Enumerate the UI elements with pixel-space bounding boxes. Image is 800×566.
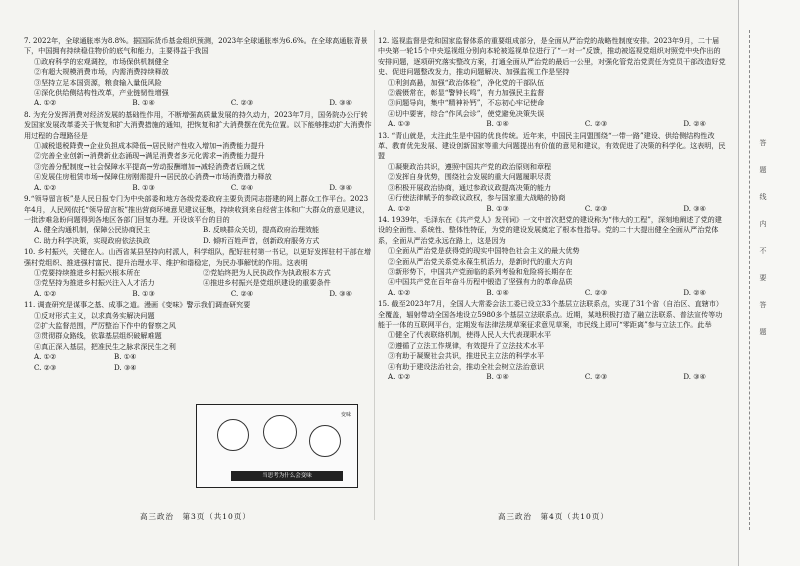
statement: ②扩大监督范围，严厉整治下作中的督察之风 — [34, 320, 176, 330]
statement: ②震慑常在，彰显“警钟长鸣”，有力加强民主监督 — [388, 88, 545, 98]
question-10 — [24, 247, 372, 299]
statement: ④深化供给侧结构性改革，产业链韧性增强 — [34, 88, 169, 98]
option-c: C. ②③ — [584, 372, 608, 381]
option-a: A. ①② — [34, 182, 57, 192]
question-13 — [378, 131, 726, 214]
option-d: D. ③④ — [683, 203, 706, 213]
statement: ②有超大规模消费市场，内需消费持续释放 — [34, 67, 169, 77]
statement-grid — [24, 268, 372, 289]
statement: ②完善全业创新→消费新业态涌现→满足消费者多元化需求→消费能力提升 — [34, 151, 265, 161]
question-stem: 9.“领导留言板”是人民日报专门为中央部委和地方各级党委政府主要负责同志搭建的网上群众工作平台。2023年4月，人民网依托“领导留言板”推出营商环境意见建议征集，持续收到来自经营主体和广大群众的意见建议，一批涉难急盼问题得到各地区各部门回复办理。开设该平台的目的 — [24, 194, 370, 224]
option-c: C. ②④ — [230, 288, 254, 298]
option-d: D. ③④ — [329, 98, 352, 108]
question-stem: 13. “青山就是，太注此生是中国的优良传统。近年来，中国民主同盟围绕“一带一路”建设、供给侧结构性改革、教育优先发展、建设创新国家等重大问题提出有价值的意见和建议，有效促进了决策的科学化。这表明，民盟 — [378, 130, 726, 161]
option-a: A. ①② — [388, 372, 411, 381]
statement: ③党坚持为推进乡村振兴注入人才活力 — [34, 278, 155, 288]
option-a: A. ①③ — [388, 119, 411, 129]
statement: ④有助于建设法治社会，推动全社会树立法治意识 — [388, 361, 545, 371]
statement: ①减税退税降费→企业负担成本降低→居民财产性收入增加→消费能力提升 — [34, 141, 265, 151]
right-page-footer: 高三政治 第4页（共10页） — [498, 512, 609, 521]
question-stem: 7. 2022年，全球通胀率为8.8%。据国际货币基金组织预测，2023年全球通胀率为6.6%。在全球高通胀背景下，中国拥有持续稳住物价的底气和能力，主要得益于我国 — [24, 36, 368, 56]
question-8 — [24, 110, 372, 193]
answer-options — [378, 204, 726, 214]
statement: ③新形势下，中国共产党面临的系列考验和危险将长期存在 — [388, 266, 573, 276]
option-c: C. ②③ — [34, 362, 57, 372]
statement: ④发展住房租赁市场→保障住房刚需提升→居民放心消费→市场消费潜力释放 — [34, 172, 272, 182]
question-stem: 14. 1939年，毛泽东在《共产党人》发刊词》一文中首次把党的建设称为“伟大的工程”，深刻地阐述了党的建设的全面性、系统性、整体性特征，为党的建设发展奠定了根本性指导。党的二十大提出健全全面从严治党体系，全面从严治党永远在路上，这是因为 — [378, 214, 722, 245]
question-14 — [378, 215, 726, 298]
statement: ①健全了代表联络机制，使得人民人大代表现职水平 — [388, 330, 552, 340]
answer-options — [378, 372, 726, 382]
statement: ④切中要害，综合“作风会诊”，使党避免决策失误 — [388, 108, 545, 118]
option-b: B. ①④ — [114, 352, 137, 362]
right-page — [378, 36, 726, 383]
statement: ①政府科学的宏观调控，市场保供机制健全 — [34, 56, 169, 66]
option-d: D. ②④ — [683, 119, 706, 129]
cartoon-illustration — [196, 404, 358, 488]
statement: ①反对形式主义，以求真务实解决问题 — [34, 310, 155, 320]
statement: ②发挥自身优势，围绕社会发展的重大问题履职尽责 — [388, 172, 552, 182]
option-a: A. 健全沟通机制，保障公民协商民主 — [34, 225, 151, 235]
option-d: D. ③④ — [329, 288, 352, 298]
option-b: B. ①④ — [486, 119, 509, 129]
option-b: B. ①③ — [486, 203, 509, 213]
left-page-footer: 高三政治 第3页（共10页） — [140, 512, 251, 521]
option-b: B. 反映群众关切，提高政府治理效能 — [203, 225, 320, 235]
option-a: A. ①② — [34, 288, 57, 298]
statement: ②党始终把为人民执政作为执政根本方式 — [203, 267, 331, 277]
answer-options — [24, 352, 194, 373]
cartoon-banner: 当思考为什么会变味 — [231, 471, 343, 481]
question-stem: 11. 调查研究是谋事之基、成事之道。漫画《变味》警示我们调查研究要 — [24, 300, 251, 310]
statement: ②遵循了立法工作规律，有效提升了立法技术水平 — [388, 340, 545, 350]
answer-options — [24, 98, 372, 108]
option-b: B. ①③ — [132, 288, 155, 298]
answer-options — [378, 288, 726, 298]
page-divider — [374, 30, 375, 520]
option-d: D. ③④ — [683, 372, 706, 381]
binding-margin — [738, 0, 800, 566]
statement: ①凝聚政治共识，遵照中国共产党的政治原则和章程 — [388, 161, 552, 171]
statement: ③积极开展政治协商，通过参政议政提高决策的能力 — [388, 182, 552, 192]
question-7 — [24, 36, 372, 109]
left-page — [24, 36, 372, 374]
statement: ③有助于凝聚社会共识，推进民主立法的科学水平 — [388, 351, 545, 361]
question-stem: 10. 乡村振兴，关键在人。山西省某县坚持向村派人，科学组队，配好驻村第一书记，以更好发挥驻村干部在增强村党组织、推进强村富民、提升治理水平、维护和谐稳定，为民办事解忧的作用。这表明 — [24, 247, 371, 267]
answer-options — [24, 289, 372, 299]
cartoon-figure — [263, 415, 297, 449]
option-c: C. ②③ — [584, 119, 608, 129]
option-d: D. ③④ — [114, 362, 137, 372]
cartoon-figure — [217, 419, 249, 451]
statement: ③贯彻群众路线，依靠基层组织破解难题 — [34, 331, 162, 341]
option-c: C. 助力科学决策，实现政府依法执政 — [34, 235, 151, 245]
statement: ④推进乡村振兴是党组织建设的重要条件 — [203, 278, 331, 288]
question-11 — [24, 300, 372, 373]
option-c: C. ②③ — [584, 203, 608, 213]
option-c: C. ②④ — [230, 182, 254, 192]
question-stem: 15. 截至2023年7月，全国人大常委会法工委已设立33个基层立法联系点，实现了31个省（自治区、直辖市）全覆盖，辐射带动全国各地设立5980多个基层立法联系点。近期，某地积极打造了融立法联系、普法宣传等功能于一体的互联网平台，定期发布法律法规草案征求意见草案，市民线上即可“零距离”参与立法工作。此举 — [378, 299, 723, 329]
statement: ④中国共产党在百年奋斗历程中锻造了坚强有力的革命品质 — [388, 277, 573, 287]
answer-options — [378, 119, 726, 129]
option-a: A. ①② — [388, 203, 411, 213]
question-stem: 12. 巡视监督是党和国家监督体系的重要组成部分，是全面从严治党的战略性制度安排。2023年9月，二十届中央第一轮15个中央巡视组分别向本轮被巡视单位进行了“一对一”反馈，推动被巡视党组织对照党中央作出的安排问题，逐项研究落实整改方案，打通全面从严治党的最后一公里，对强化管党治党责任为党员干部改造好党史、促进问题整改发力，推动问题解决、加强监视工作是坚持 — [378, 36, 726, 77]
option-d: D. ③④ — [329, 182, 352, 192]
cartoon-figure — [309, 425, 341, 457]
statement: ④行使法律赋予的参政议政权，参与国家重大战略的协商 — [388, 193, 566, 203]
statement: ③坚持立足本国资源，粮食输入量低风险 — [34, 77, 162, 87]
statement: ③问题导向，集中“精神补钙”，不忘初心牢记使命 — [388, 98, 545, 108]
cartoon-note: 变味 — [340, 412, 351, 418]
question-12 — [378, 36, 726, 130]
option-b: B. ①④ — [486, 372, 509, 381]
question-9 — [24, 194, 372, 246]
statement: ③完善分配制度→社会保障水平提高→劳动报酬增加→减轻消费者后顾之忧 — [34, 161, 265, 171]
binding-warning: 答题线内不要答题 — [759, 139, 767, 336]
statement: ④真正深入基层，把准民生之脉求深民生之利 — [34, 341, 176, 351]
option-a: A. ①② — [388, 287, 411, 297]
option-c: C. ②③ — [584, 287, 608, 297]
statement: ①利剑高悬，加强“政治体检”，净化党的干部队伍 — [388, 77, 545, 87]
option-a: A. ①② — [34, 352, 57, 362]
option-b: B. ①④ — [132, 98, 155, 108]
statement: ①党要持续推进乡村振兴根本所在 — [34, 267, 141, 277]
option-d: D. 倾听百姓声音，创新政府服务方式 — [203, 235, 320, 245]
statement: ①全面从严治党是获得党的现实中国特色社会主义的最大优势 — [388, 246, 580, 256]
option-d: D. ②④ — [683, 287, 706, 297]
option-b: B. ①③ — [132, 182, 155, 192]
option-c: C. ②③ — [230, 98, 254, 108]
option-a: A. ①② — [34, 98, 57, 108]
question-stem: 8. 为充分发挥消费对经济发展的基础性作用，不断增强高质量发展的持久动力，2023年7月，国务院办公厅转发国家发展改革委关于恢复和扩大消费措施的通知，把恢复和扩大消费摆在优先位置。以下能够推动扩大消费作用过程的合理路径是 — [24, 109, 372, 140]
answer-options — [24, 225, 372, 246]
option-b: B. ①④ — [486, 287, 509, 297]
answer-options — [24, 183, 372, 193]
cut-line — [749, 30, 750, 530]
statement: ②全面从严治党关系党永葆生机活力，是新时代的重大方向 — [388, 256, 573, 266]
question-15 — [378, 299, 726, 382]
